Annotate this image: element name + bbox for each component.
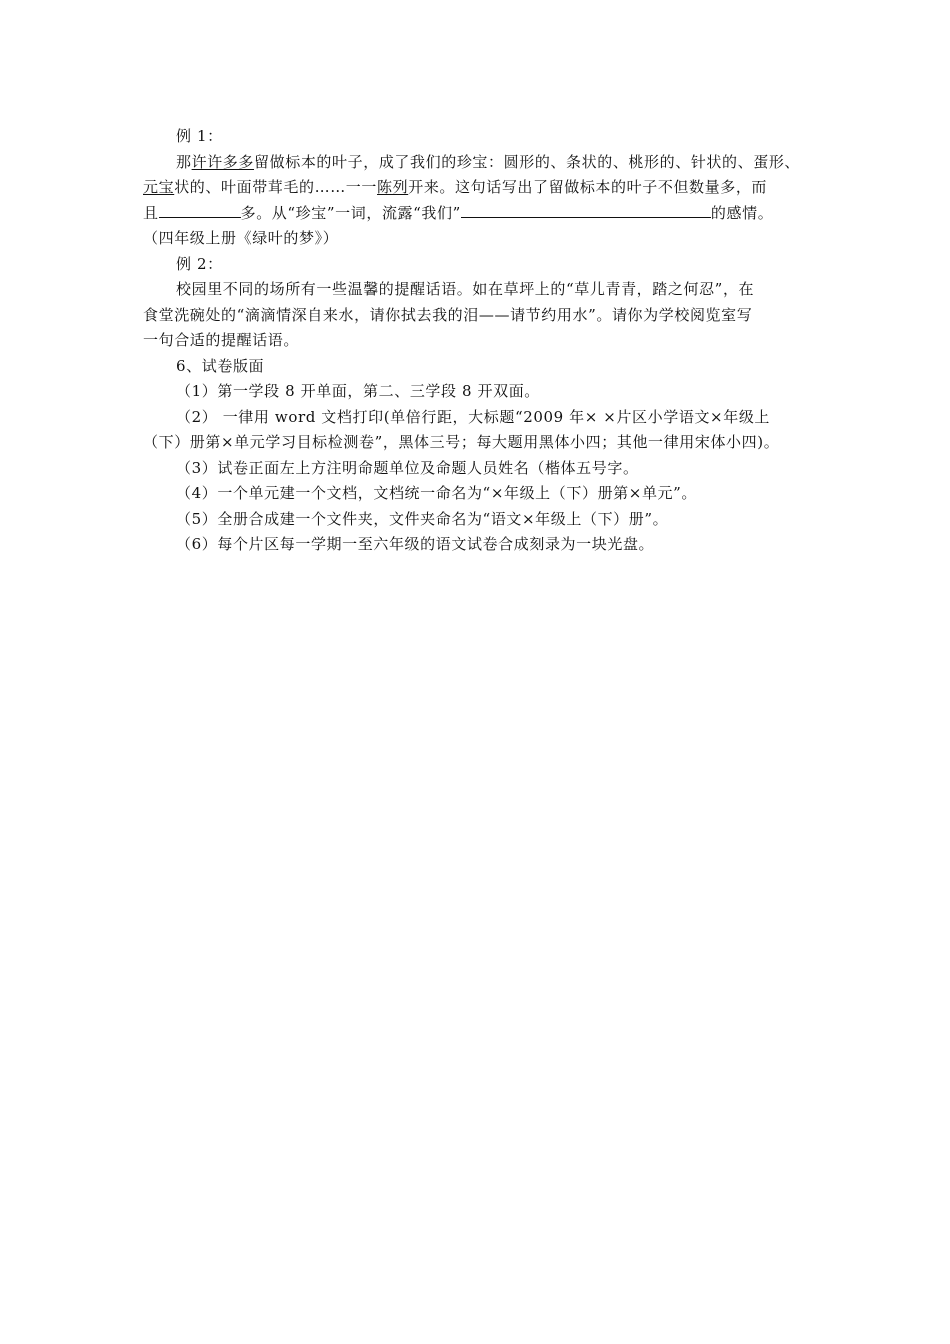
document-body <box>143 124 815 558</box>
underlined-word: 陈列 <box>377 178 409 196</box>
example1-heading: 例 1： <box>176 127 223 145</box>
text: 的感情。 <box>710 203 774 222</box>
example2-line-2: 食堂洗碗处的“滴滴情深自来水，请你拭去我的泪——请节约用水”。请你为学校阅览室写 <box>143 305 753 324</box>
example1-source: （四年级上册《绿叶的梦》） <box>143 229 339 247</box>
section6-item-2-line-2: （下）册第×单元学习目标检测卷”，黑体三号；每大题用黑体小四；其他一律用宋体小四)。 <box>143 433 780 451</box>
text: 开来。这句话写出了留做标本的叶子不但数量多，而 <box>408 178 768 196</box>
underlined-word: 元宝 <box>143 178 175 196</box>
text: 那 <box>176 152 192 171</box>
section6-item-1: （1）第一学段 8 开单面，第二、三学段 8 开双面。 <box>176 382 540 400</box>
section6-item-2-line-1: （2） 一律用 word 文档打印(单倍行距，大标题“2009 年× ×片区小学语文×年级上 <box>176 407 771 426</box>
section6-item-3: （3）试卷正面左上方注明命题单位及命题人员姓名（楷体五号字。 <box>176 458 639 477</box>
section6-item-6: （6）每个片区每一学期一至六年级的语文试卷合成刻录为一块光盘。 <box>176 535 655 553</box>
example1-line-2 <box>143 175 815 201</box>
section6-item-4: （4）一个单元建一个文档，文档统一命名为“×年级上（下）册第×单元”。 <box>176 484 698 502</box>
underlined-word: 许许多多 <box>191 152 255 171</box>
text: 且 <box>143 203 159 222</box>
text: 留做标本的叶子，成了我们的珍宝：圆形的、条状的、桃形的、针状的、蛋形、 <box>254 152 801 171</box>
text: 多。从“珍宝”一词，流露“我们” <box>240 203 461 222</box>
example2-heading: 例 2： <box>176 254 223 273</box>
example1-line-3 <box>143 201 815 227</box>
fill-in-blank <box>159 202 241 218</box>
section6-heading: 6、试卷版面 <box>176 356 265 375</box>
example2-line-3: 一句合适的提醒话语。 <box>143 331 300 349</box>
example1-line-1 <box>143 150 815 176</box>
example2-line-1: 校园里不同的场所有一些温馨的提醒话语。如在草坪上的“草儿青青，踏之何忍”，在 <box>176 280 755 298</box>
fill-in-blank <box>461 202 711 218</box>
text: 状的、叶面带茸毛的……一一 <box>174 178 378 196</box>
section6-item-5: （5）全册合成建一个文件夹，文件夹命名为“语文×年级上（下）册”。 <box>176 509 669 528</box>
